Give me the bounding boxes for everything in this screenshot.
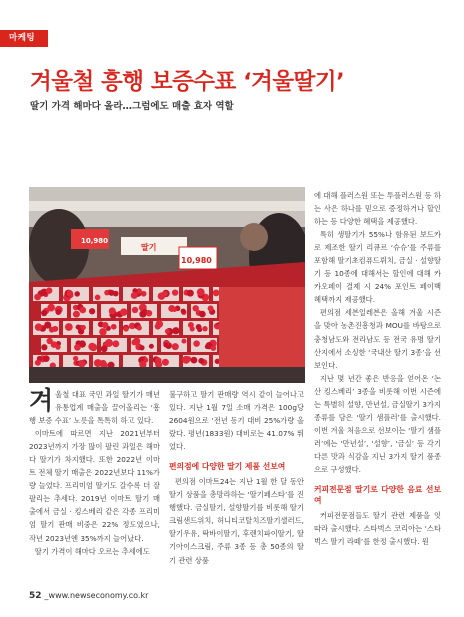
subheadline: 딸기 가격 해마다 올라…그럼에도 매출 효자 역할 (30, 101, 234, 112)
paragraph: 커피전문점들도 딸기 관련 제품을 잇따라 출시했다. 스타벅스 코리아는 ‘스타벅스 딸기 라떼’를 한정 출시했다. 원 (314, 511, 441, 547)
headline: 겨울철 흥행 보증수표 ‘겨울딸기’ (30, 69, 345, 95)
paragraph: 딸기 가격이 해마다 오르는 추세에도 (34, 546, 150, 556)
paragraph: 편의점 세븐일레븐은 올해 겨울 시즌을 맞아 농촌진흥청과 MOU를 바탕으로 충청남도와 전라남도 등 전국 유명 딸기 산지에서 소싱한 ‘국내산 딸기 3종’을 선보인다. (314, 308, 441, 370)
article-column-2 (169, 388, 304, 567)
lead-paragraph (29, 388, 160, 427)
article-column-right (314, 189, 441, 548)
page-footer (29, 591, 148, 601)
strawberry-display-photo (29, 187, 305, 383)
section-heading: 편의점에 다양한 딸기 제품 선보여 (169, 462, 286, 472)
paragraph: 이마트에 따르면 지난 2021년부터 2023년까지 가장 많이 팔린 과일은 해마다 딸기가 차지했다. 또한 2022년 이마트 전체 딸기 매출은 2022년보다 11%가량 늘었다. 프리미엄 딸기도 갈수록 더 잘 팔리는 추세다. 2019년 이마트 딸기 매출에서 금실 · 킹스베리 같은 각종 프리미엄 딸기 판매 비중은 22% 정도였으나, 작년 2023년엔 35%까지 늘어났다. (29, 429, 160, 543)
paragraph: 특히 생딸기가 55%나 함유된 보드카로 제조한 딸기 리큐르 ‘슈슈’를 주류를 포함해 딸기초컴퓨드뤼치, 금실 · 설향딸기 등 10종에 대해서는 할인에 대해 카카오페이 결제 시 24% 포인트 페이백 혜택까지 제공했다. (314, 230, 441, 305)
page-number: 52 (29, 591, 42, 601)
drop-cap: 겨 (29, 386, 54, 415)
category-tab: 마케팅 (0, 30, 48, 47)
price-sign-left: 10,980 (81, 237, 109, 245)
paragraph: 에 대해 플러스원 또는 투플러스원 등 하는 사은 하나를 믿으로 증정하거나 할인하는 등 다양한 혜택을 제공했다. (314, 191, 441, 227)
lead-text: 울철 대표 국민 과일 딸기가 매년 유통업계 매출을 끌어올리는 ‘흥행 보증 수표’ 노릇을 톡톡히 하고 있다. (29, 390, 160, 426)
strawberry-sign: 딸기 (141, 243, 157, 252)
paragraph: 지난 몇 년간 좋은 반응을 얻어온 ‘논산 킹스베리’ 3종을 비롯해 이번 시즌에는 특별히 설향, 만년설, 금실딸기 3가지 종류를 담은 ‘딸기 샘플러’를 출시했다. 이번 겨울 처음으로 선보이는 ‘딸기 샘플러’에는 ‘만년설’, ‘설향’, ‘금실’ 등 각기 다른 맛과 식감을 지닌 3가지 딸기 품종으로 구성했다. (314, 373, 441, 474)
paragraph: 불구하고 딸기 판매량 역시 같이 늘어나고 있다. 지난 1월 7일 소매 가격은 100g당 2604원으로 ‘전년 동기 대비 25%가량 올랐다. 평년(1833원) 대비로는 41.07% 뛰었다. (169, 390, 304, 452)
article-column-1 (29, 388, 160, 558)
price-sign-right: 10,980 (181, 256, 212, 265)
footer-url: _www.newseconomy.co.kr (44, 591, 149, 600)
section-heading: 커피전문점 딸기로 다양한 음료 선보여 (314, 485, 441, 506)
paragraph: 편의점 이마트24는 지난 1월 한 달 동안 딸기 상품을 총망라하는 ‘딸기페스타’를 진행했다. 금실딸기, 설향딸기를 비롯해 딸기크림샌드위치, 허니티코탈치즈딸기샐러드, 딸기우유, 딱바이딸기, 후렌치파이딸기, 딸기아이스크림, 주류 3종 등 총 50종의 딸기 관련 상품 (169, 477, 304, 565)
